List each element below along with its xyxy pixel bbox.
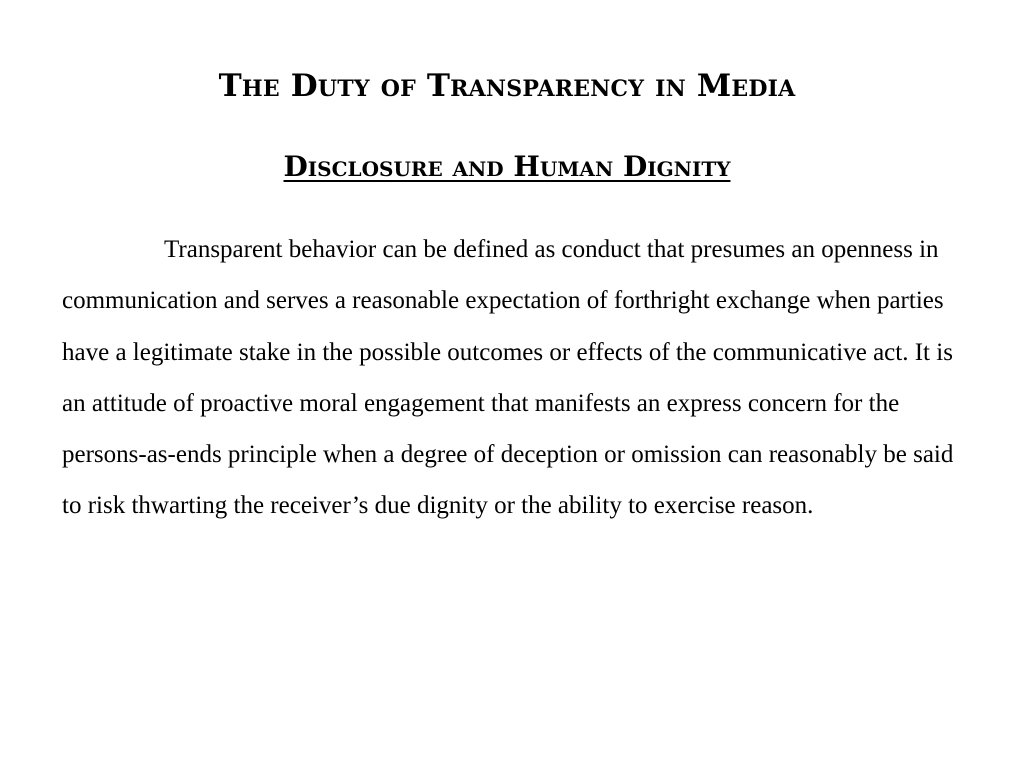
slide-subtitle bbox=[0, 145, 1014, 189]
body-paragraph: Transparent behavior can be defined as conduct that presumes an openness in communication and serves a reasonable expectation of forthright exchange when parties have a legitimate stake in the possible outcomes or effects of the communicative act. It is an attitude of proactive moral engagement that manifests an express concern for the persons-as-ends principle when a degree of deception or omission can reasonably be said to risk thwarting the receiver’s due dignity or the ability to exercise reason. bbox=[62, 236, 954, 520]
slide-subtitle-text: Disclosure and Human Dignity bbox=[283, 150, 731, 183]
slide-title: The Duty of Transparency in Media bbox=[218, 68, 796, 104]
